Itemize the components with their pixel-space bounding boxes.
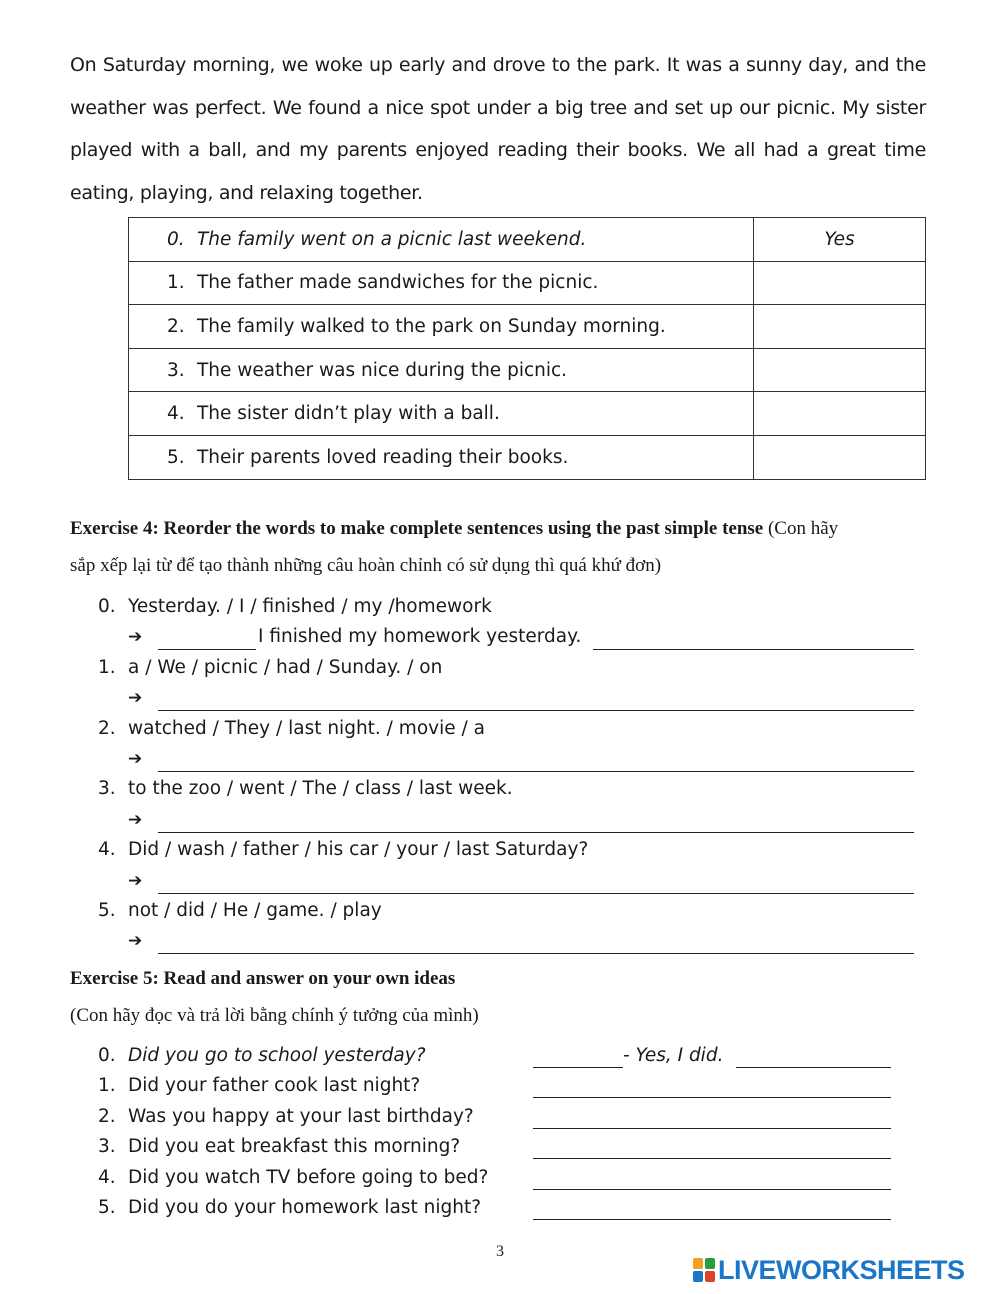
question-text: Did your father cook last night?	[128, 1075, 421, 1097]
table-row	[129, 392, 926, 436]
answer-cell[interactable]: Yes	[754, 218, 926, 262]
answer-blank[interactable]	[533, 1219, 891, 1220]
answer-cell[interactable]	[754, 261, 926, 305]
row-number: 2.	[167, 315, 185, 337]
row-number: 5.	[167, 446, 185, 468]
answer-blank[interactable]	[158, 953, 914, 954]
liveworksheets-logo[interactable]	[693, 1255, 965, 1285]
list-item: 1. Did your father cook last night?	[98, 1071, 928, 1101]
question-text: Did you eat breakfast this morning?	[128, 1136, 461, 1158]
answer-underline	[736, 1067, 891, 1068]
answer-cell[interactable]	[754, 392, 926, 436]
list-item: 5. Did you do your homework last night?	[98, 1193, 928, 1223]
table-row	[129, 261, 926, 305]
answer-cell[interactable]	[754, 305, 926, 349]
word-prompt: a / We / picnic / had / Sunday. / on	[128, 656, 443, 678]
word-prompt: watched / They / last night. / movie / a	[128, 717, 485, 739]
reorder-list	[98, 592, 928, 957]
list-item: 4. Did / wash / father / his car / your / last Saturday? ➔	[98, 835, 928, 896]
page-number: 3	[496, 1243, 504, 1260]
word-prompt: Yesterday. / I / finished / my /homework	[128, 596, 492, 617]
arrow-right-icon: ➔	[128, 688, 143, 709]
list-item: 1. a / We / picnic / had / Sunday. / on ➔	[98, 653, 928, 714]
arrow-right-icon: ➔	[128, 748, 143, 769]
statement-text: The family went on a picnic last weekend.	[197, 228, 587, 250]
list-item: 5. not / did / He / game. / play ➔	[98, 896, 928, 957]
arrow-right-icon: ➔	[128, 870, 143, 891]
answer-underline	[158, 649, 256, 650]
row-number: 4.	[167, 403, 185, 425]
statement-text: The father made sandwiches for the picnic.	[197, 272, 599, 294]
answer-blank[interactable]	[533, 1158, 891, 1159]
true-false-table	[128, 217, 926, 480]
exercise-5-subtitle: (Con hãy đọc và trả lời bằng chính ý tưởng của mình)	[70, 1005, 479, 1026]
list-item: 4. Did you watch TV before going to bed?	[98, 1163, 928, 1193]
answer-blank[interactable]	[533, 1097, 891, 1098]
statement-text: The weather was nice during the picnic.	[197, 359, 568, 381]
table-row	[129, 218, 926, 262]
list-item: 3. to the zoo / went / The / class / last week. ➔	[98, 774, 928, 835]
answer-blank[interactable]	[533, 1128, 891, 1129]
answer-cell[interactable]	[754, 435, 926, 479]
table-row	[129, 305, 926, 349]
arrow-right-icon: ➔	[128, 627, 143, 648]
arrow-right-icon: ➔	[128, 809, 143, 830]
word-prompt: Did / wash / father / his car / your / last Saturday?	[128, 839, 589, 861]
list-item: 3. Did you eat breakfast this morning?	[98, 1132, 928, 1162]
question-text: Did you do your homework last night?	[128, 1196, 482, 1218]
reading-passage: On Saturday morning, we woke up early and drove to the park. It was a sunny day, and the weather was perfect. We found a nice spot under a big tree and set up our picnic. My sister played with a ball, and my parents enjoyed reading their books. We all had a great time eating, playing, and relaxing together.	[70, 54, 926, 204]
answer-blank[interactable]	[158, 710, 914, 711]
row-number: 0.	[167, 228, 185, 250]
statement-text: Their parents loved reading their books.	[197, 446, 569, 468]
statement-text: The sister didn’t play with a ball.	[197, 403, 500, 425]
answer-blank[interactable]	[158, 893, 914, 894]
answer-underline	[533, 1067, 623, 1068]
list-item: 2. Was you happy at your last birthday?	[98, 1102, 928, 1132]
row-number: 3.	[167, 359, 185, 381]
answer-blank[interactable]	[158, 832, 914, 833]
table-row	[129, 435, 926, 479]
answer-blank[interactable]	[158, 771, 914, 772]
question-text: Did you watch TV before going to bed?	[128, 1166, 489, 1188]
brand-name: LIVEWORKSHEETS	[718, 1254, 965, 1285]
question-list	[98, 1041, 928, 1223]
answer-text[interactable]: - Yes, I did.	[623, 1045, 724, 1066]
arrow-right-icon: ➔	[128, 931, 143, 952]
list-item: 2. watched / They / last night. / movie / a ➔	[98, 714, 928, 775]
answer-blank[interactable]	[533, 1189, 891, 1190]
logo-blocks-icon	[693, 1258, 715, 1282]
question-text: Did you go to school yesterday?	[128, 1045, 426, 1066]
table-row	[129, 348, 926, 392]
answer-cell[interactable]	[754, 348, 926, 392]
answer-text[interactable]: I finished my homework yesterday.	[258, 626, 582, 648]
list-item: 0. Yesterday. / I / finished / my /homework ➔ I finished my homework yesterday.	[98, 592, 928, 653]
question-text: Was you happy at your last birthday?	[128, 1105, 474, 1127]
exercise-4-title: Exercise 4: Reorder the words to make complete sentences using the past simple tense (Con hãy	[70, 518, 839, 539]
answer-underline	[593, 649, 914, 650]
list-item: 0. Did you go to school yesterday? - Yes, I did.	[98, 1041, 928, 1071]
word-prompt: not / did / He / game. / play	[128, 899, 382, 921]
statement-text: The family walked to the park on Sunday morning.	[197, 315, 666, 337]
word-prompt: to the zoo / went / The / class / last week.	[128, 778, 513, 800]
row-number: 1.	[167, 272, 185, 294]
exercise-5-title: Exercise 5: Read and answer on your own ideas	[70, 968, 456, 989]
exercise-4-subtitle: sắp xếp lại từ để tạo thành những câu hoàn chỉnh có sử dụng thì quá khứ đơn)	[70, 555, 662, 576]
